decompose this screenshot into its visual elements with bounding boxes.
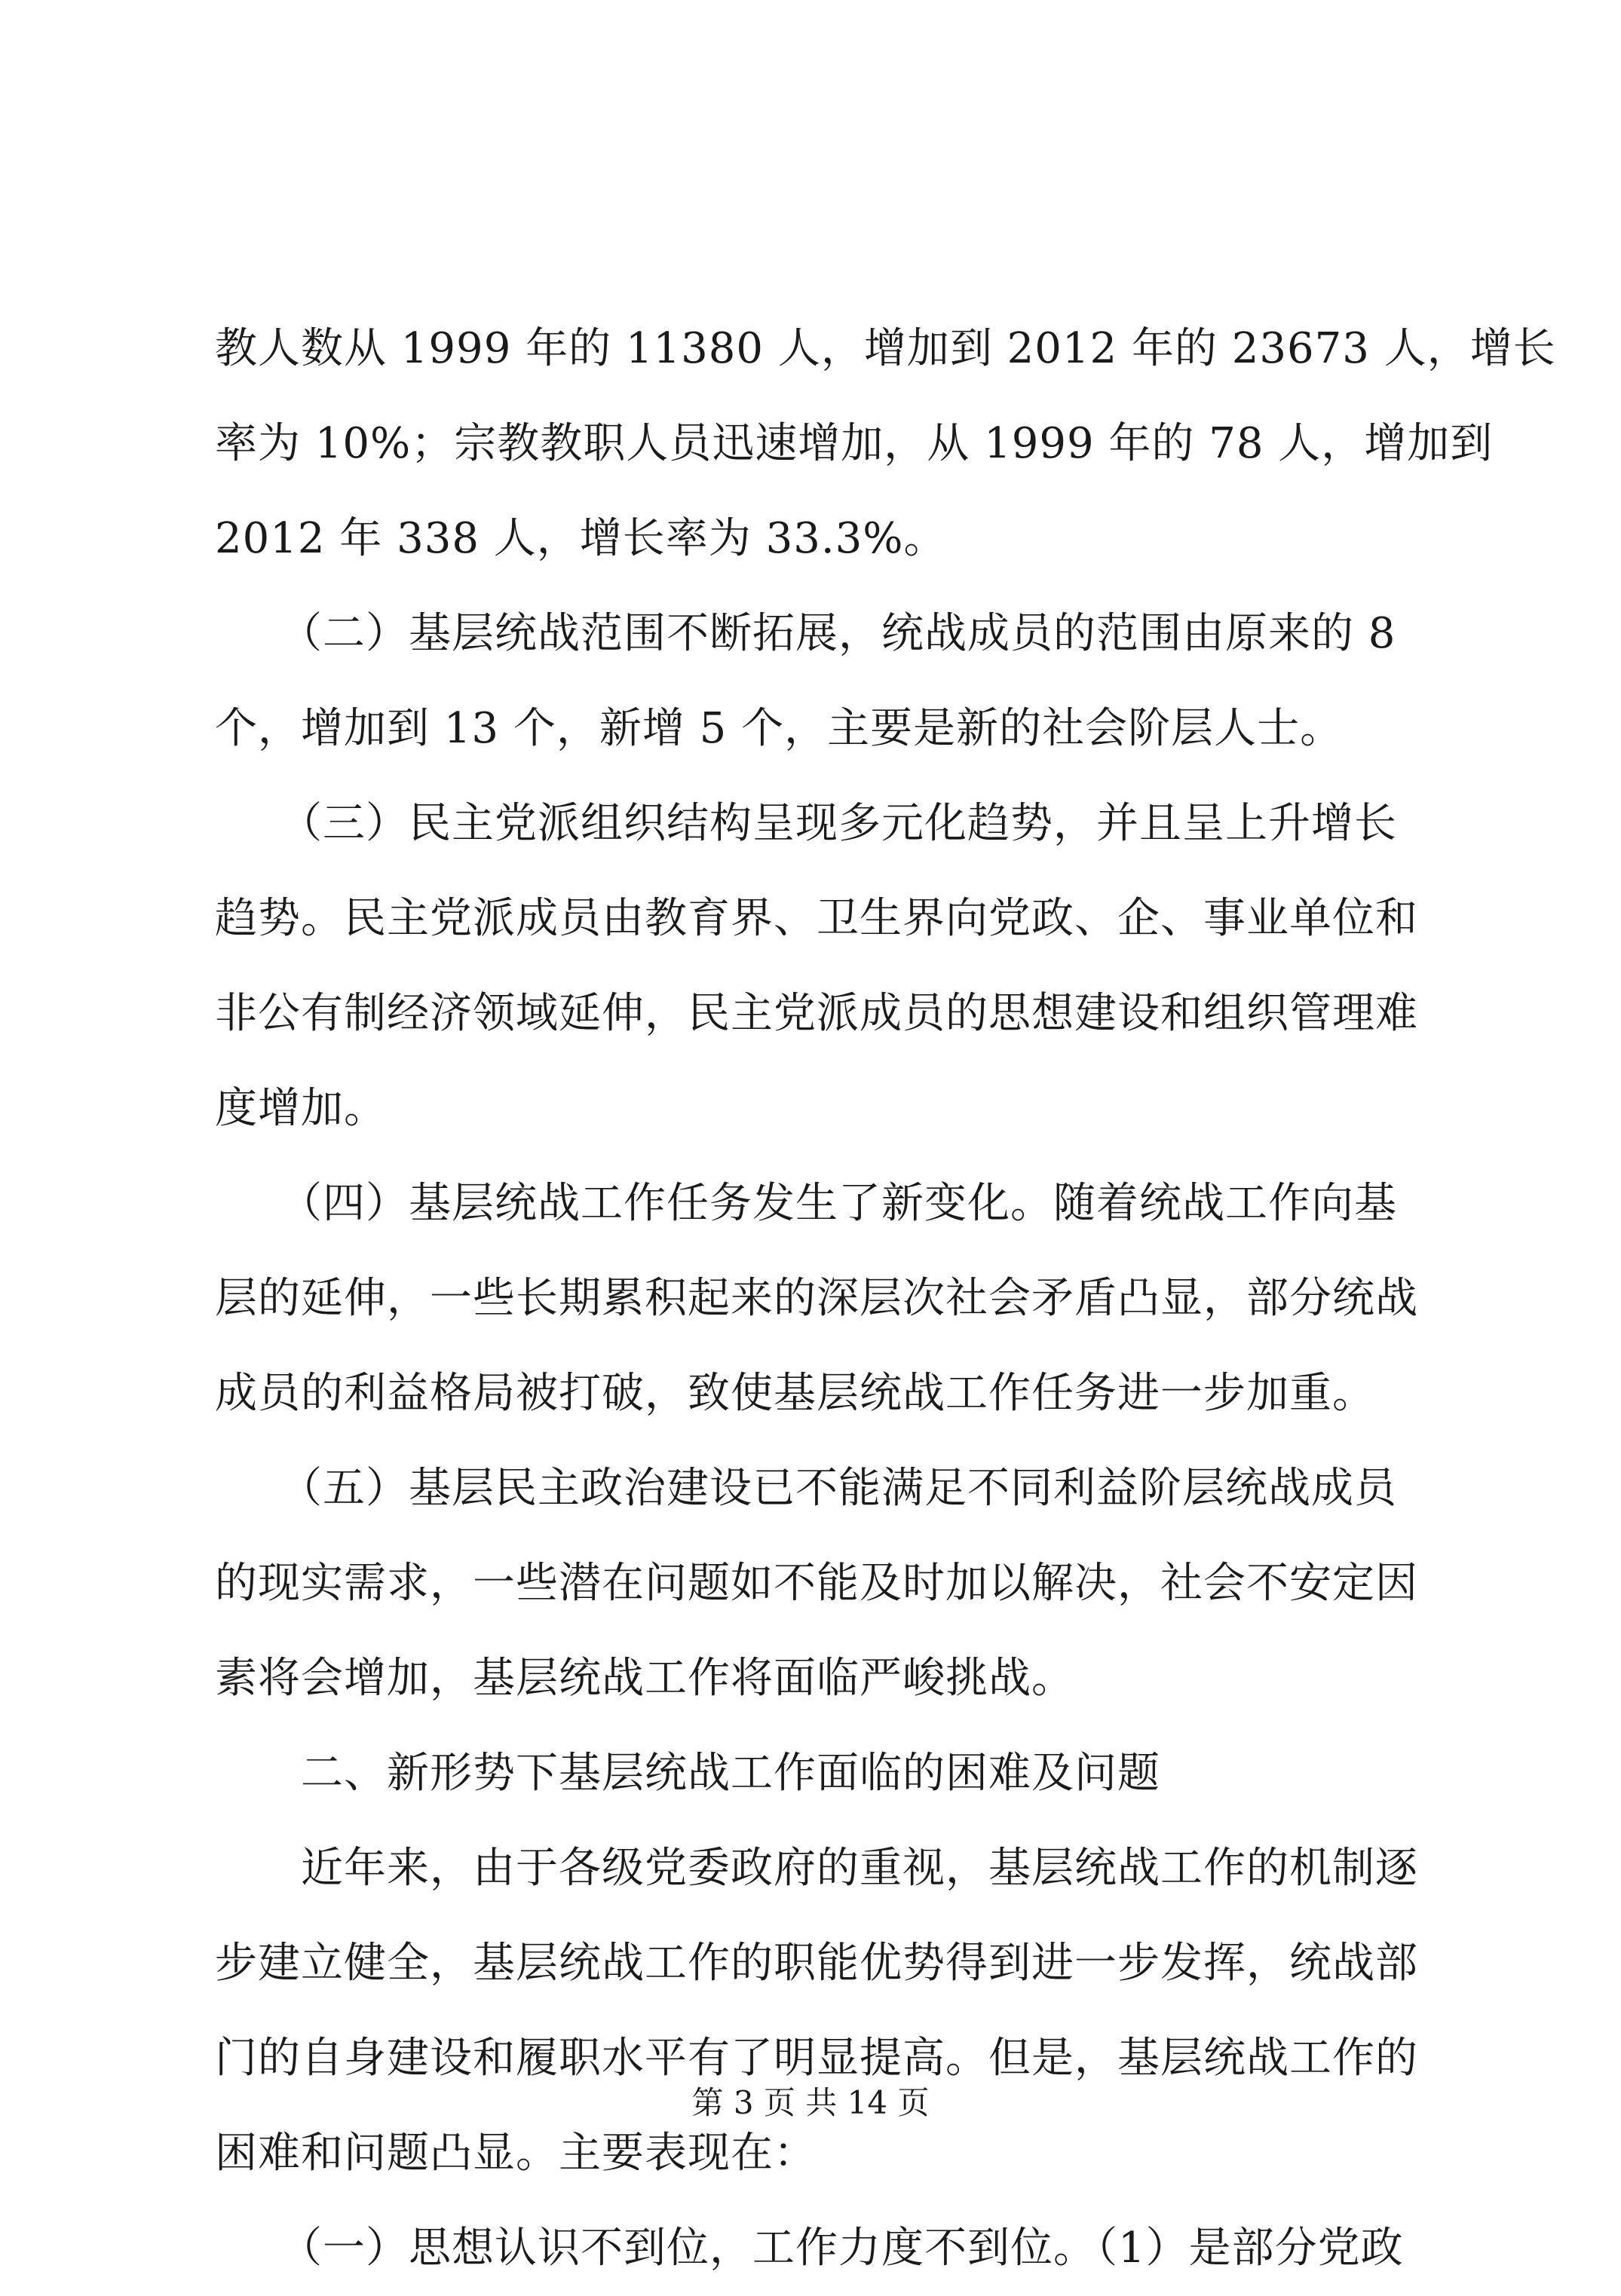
text-line: 困难和问题凸显。主要表现在： [215,2129,817,2178]
page-number-footer: 第 3 页 共 14 页 [691,2084,930,2121]
text-line: 2012 年 338 人，增长率为 33.3%。 [215,514,947,563]
text-line: 近年来，由于各级党委政府的重视，基层统战工作的机制逐 [215,1844,1418,1893]
text-line: 成员的利益格局被打破，致使基层统战工作任务进一步加重。 [215,1369,1375,1418]
text-line: 度增加。 [215,1084,387,1133]
text-line: （五）基层民主政治建设已不能满足不同利益阶层统战成员 [215,1464,1397,1513]
text-line: （一）思想认识不到位，工作力度不到位。（1）是部分党政 [215,2224,1404,2273]
text-line: 趋势。民主党派成员由教育界、卫生界向党政、企、事业单位和 [215,894,1418,943]
section-heading: 二、新形势下基层统战工作面临的困难及问题 [215,1749,1160,1798]
text-line: 教人数从 1999 年的 11380 人，增加到 2012 年的 23673 人，增长 [215,324,1556,373]
document-body [215,302,1556,2296]
text-line: 非公有制经济领域延伸，民主党派成员的思想建设和组织管理难 [215,989,1418,1038]
text-line: （二）基层统战范围不断拓展，统战成员的范围由原来的 8 [215,609,1396,658]
text-line: 步建立健全，基层统战工作的职能优势得到进一步发挥，统战部 [215,1939,1418,1988]
text-line: 素将会增加，基层统战工作将面临严峻挑战。 [215,1654,1074,1703]
text-line: （三）民主党派组织结构呈现多元化趋势，并且呈上升增长 [215,799,1397,848]
text-line: （四）基层统战工作任务发生了新变化。随着统战工作向基 [215,1179,1397,1228]
text-line: 层的延伸，一些长期累积起来的深层次社会矛盾凸显，部分统战 [215,1274,1418,1323]
text-line: 门的自身建设和履职水平有了明显提高。但是，基层统战工作的 [215,2034,1418,2083]
text-line: 的现实需求，一些潜在问题如不能及时加以解决，社会不安定因 [215,1559,1418,1608]
text-line: 率为 10%；宗教教职人员迅速增加，从 1999 年的 78 人，增加到 [215,419,1494,468]
text-line: 个，增加到 13 个，新增 5 个，主要是新的社会阶层人士。 [215,704,1344,753]
